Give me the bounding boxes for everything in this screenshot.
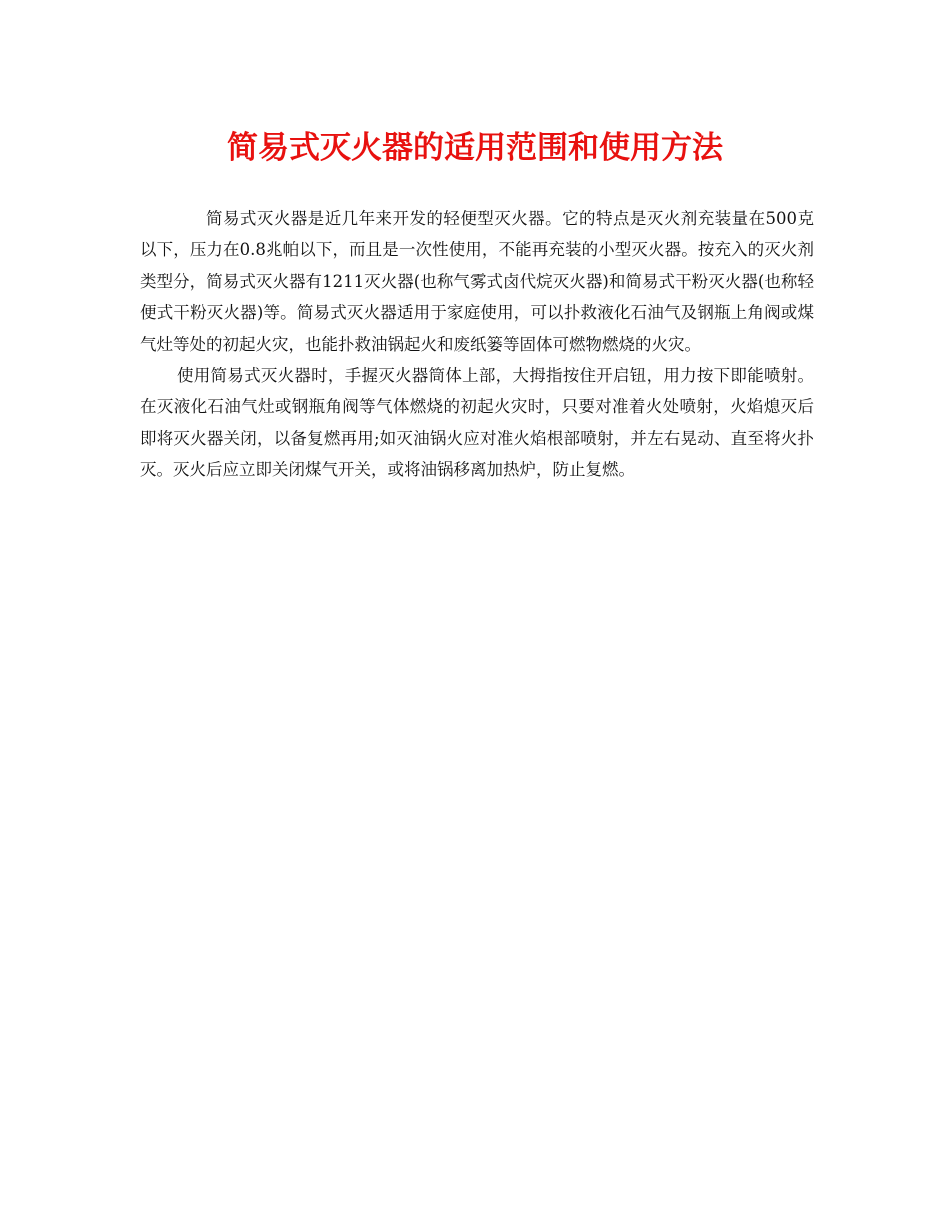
- document-title: 简易式灭火器的适用范围和使用方法: [227, 130, 723, 166]
- paragraph-usage-method: 使用简易式灭火器时，手握灭火器筒体上部，大拇指按住开启钮，用力按下即能喷射。在灭液化石油气灶或钢瓶角阀等气体燃烧的初起火灾时，只要对准着火处喷射，火焰熄灭后即将灭火器关闭，以备复燃再用;如灭油锅火应对准火焰根部喷射，并左右晃动、直至将火扑灭。灭火后应立即关闭煤气开关，或将油锅移离加热炉，防止复燃。: [140, 366, 814, 480]
- document-body: [140, 203, 814, 486]
- paragraph-applicable-scope: 简易式灭火器是近几年来开发的轻便型灭火器。它的特点是灭火剂充装量在500克以下，压力在0.8兆帕以下，而且是一次性使用，不能再充装的小型灭火器。按充入的灭火剂类型分，简易式灭火器有1211灭火器(也称气雾式卤代烷灭火器)和简易式干粉灭火器(也称轻便式干粉灭火器)等。简易式灭火器适用于家庭使用，可以扑救液化石油气及钢瓶上角阀或煤气灶等处的初起火灾，也能扑救油锅起火和废纸篓等固体可燃物燃烧的火灾。: [140, 209, 814, 354]
